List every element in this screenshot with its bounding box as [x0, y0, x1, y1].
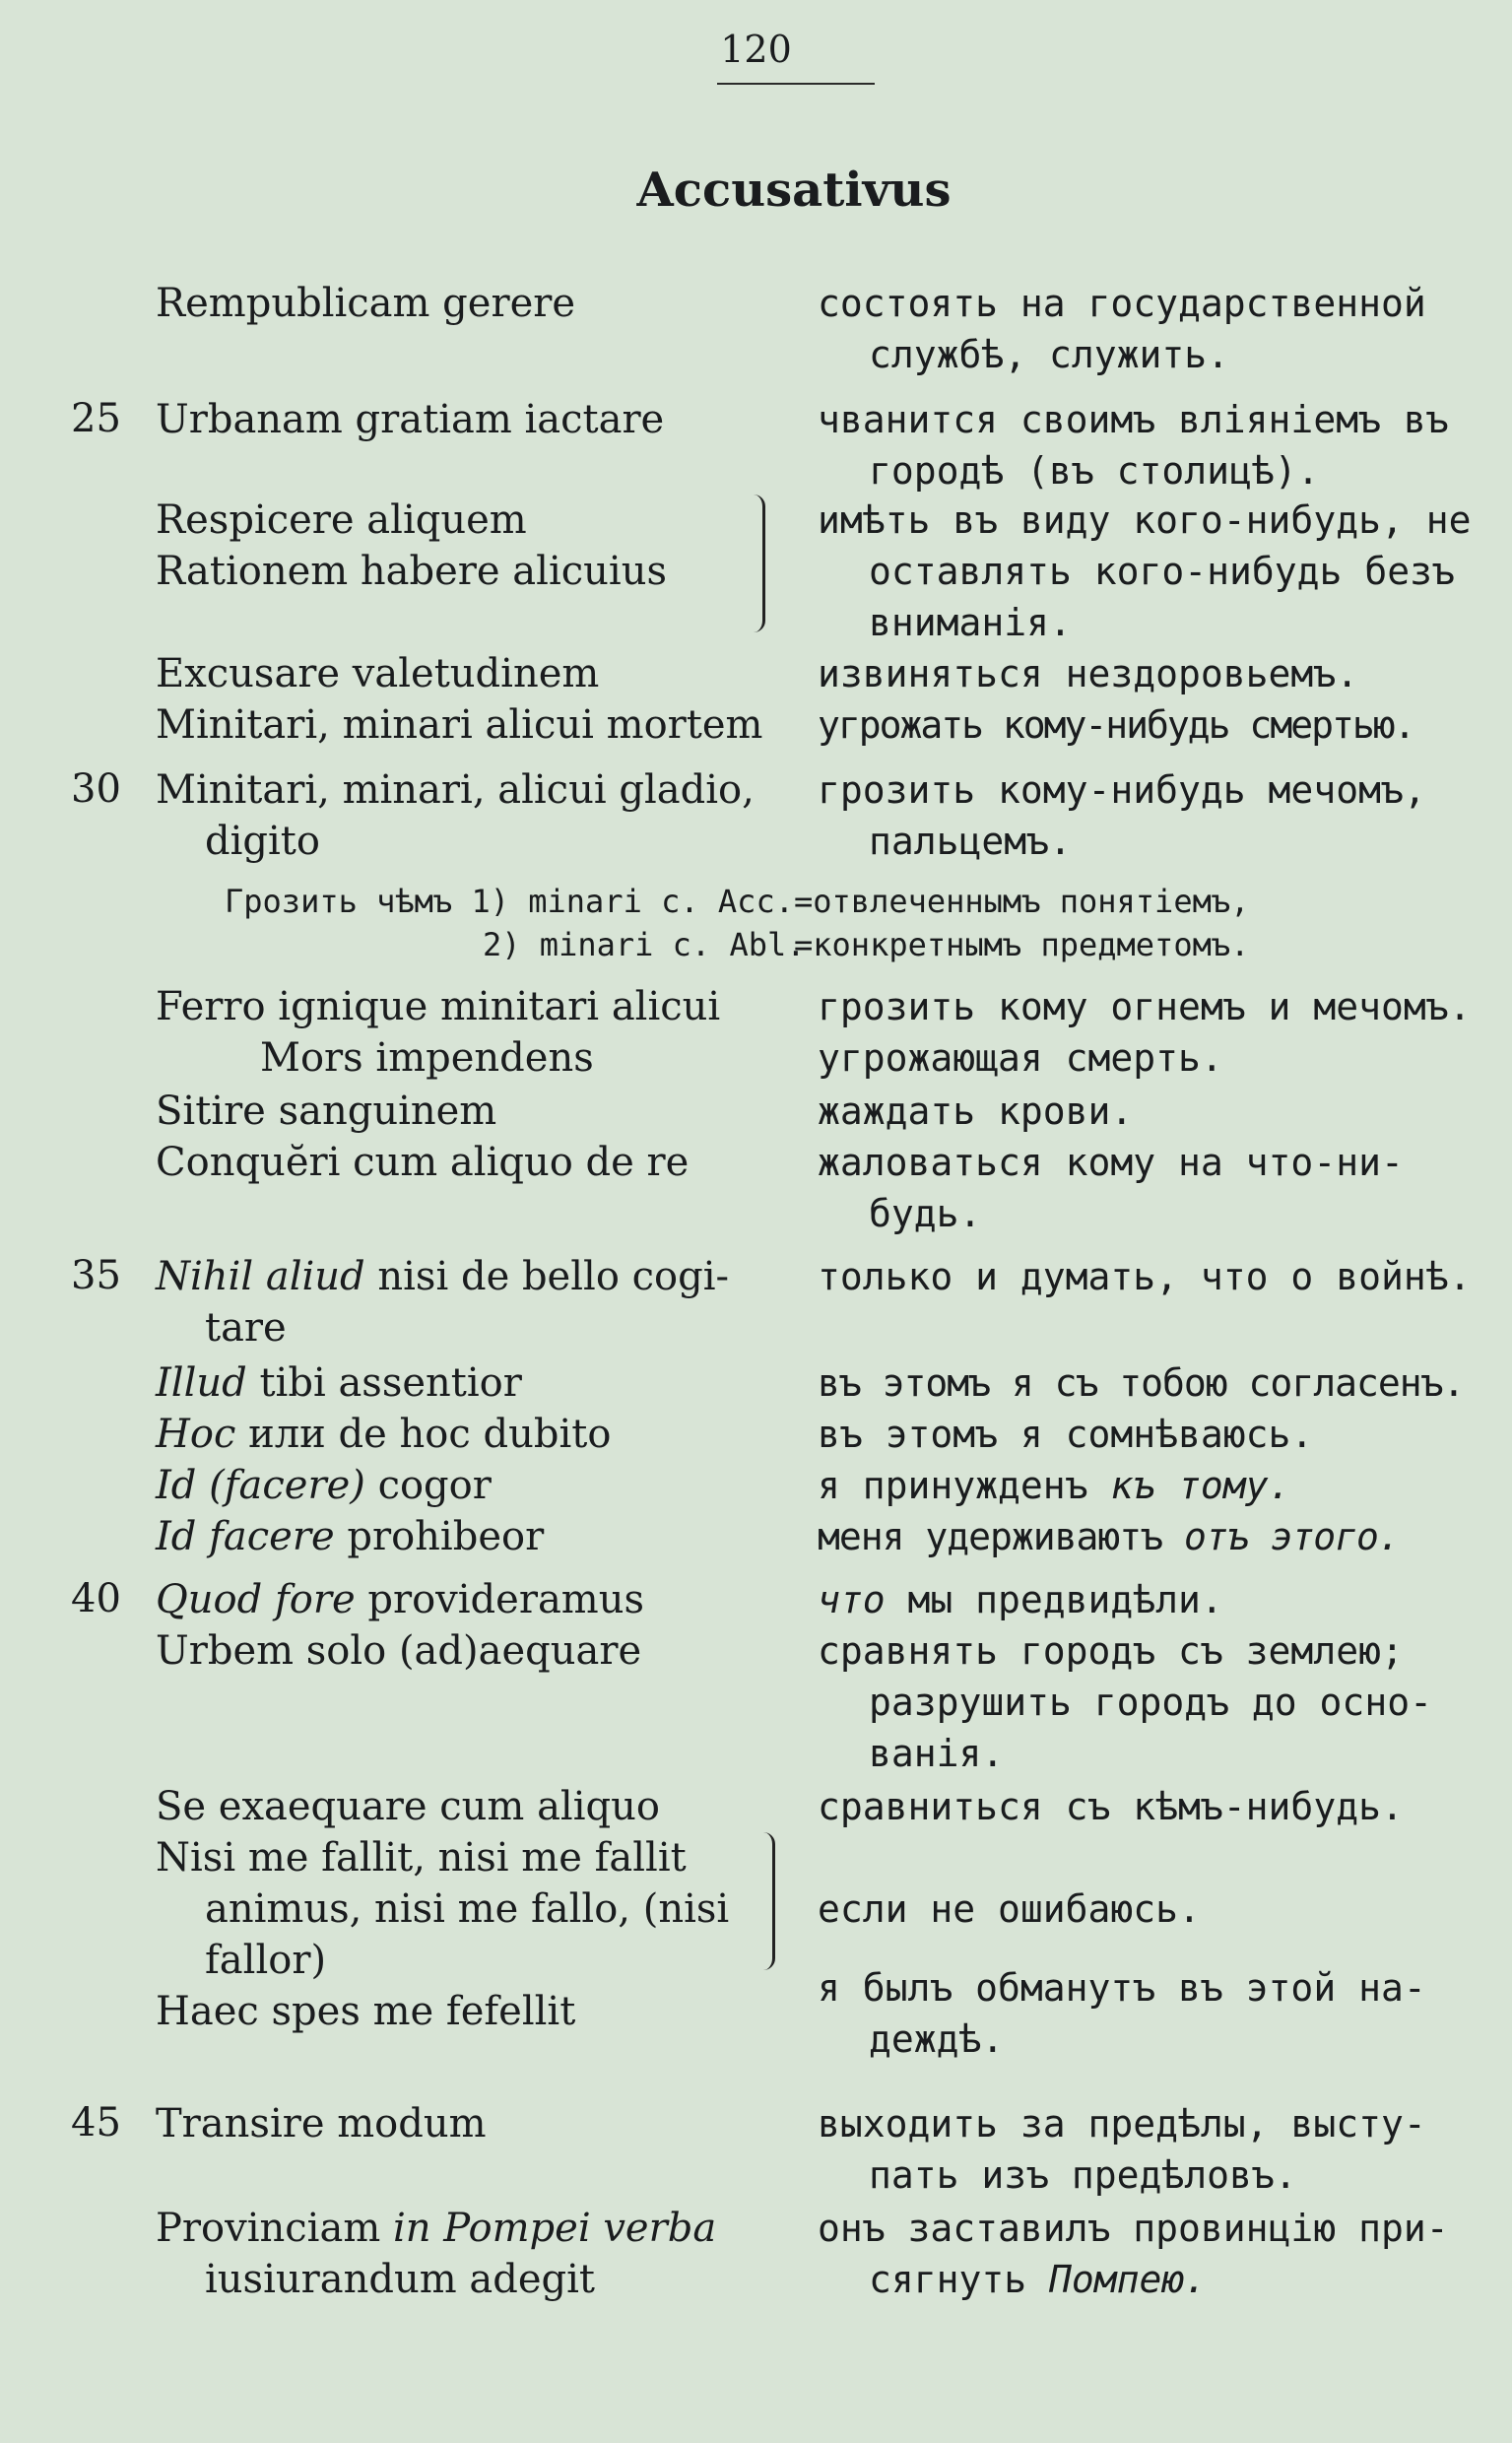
latin-phrase: Urbem solo (ad)aequare	[156, 1628, 642, 1674]
line-number: 45	[71, 2100, 121, 2146]
line-number: 35	[71, 1253, 121, 1298]
russian-translation: въ этомъ я съ тобою согласенъ.	[818, 1361, 1465, 1405]
russian-translation: жаловаться кому на что-ни- будь.	[818, 1141, 1404, 1235]
russian-translation: извиняться нездоровьемъ.	[818, 652, 1359, 695]
latin-phrase: Minitari, minari alicui mortem	[156, 702, 763, 748]
latin-phrase: Transire modum	[156, 2101, 487, 2146]
russian-translation: состоять на государственной службѣ, служить.	[818, 282, 1426, 376]
note-line-2-right: =конкретнымъ предметомъ.	[794, 926, 1250, 963]
page-title: Accusativus	[636, 163, 952, 218]
note-line-1-left: Грозить чѣмъ 1) minari c. Acc.	[225, 883, 794, 920]
russian-translation: чванится своимъ вліяніемъ въ городѣ (въ столицѣ).	[818, 398, 1449, 493]
latin-phrase: Ferro ignique minitari alicui Mors impendens	[156, 984, 721, 1081]
latin-phrase: Se exaequare cum aliquo	[156, 1784, 660, 1829]
russian-translation: грозить кому огнемъ и мечомъ. угрожающая смерть.	[818, 985, 1472, 1080]
latin-phrase: Sitire sanguinem	[156, 1089, 497, 1134]
russian-translation: выходить за предѣлы, высту- пать изъ предѣловъ.	[818, 2102, 1426, 2197]
page-number-rule	[717, 83, 875, 85]
russian-translation: я принужденъ къ тому.	[818, 1464, 1291, 1507]
russian-translation: угрожать кому-нибудь смертью.	[818, 703, 1414, 747]
latin-phrase: Hoc или de hoc dubito	[156, 1412, 612, 1457]
latin-phrase: Haec spes me fefellit	[156, 1989, 576, 2034]
russian-translation: грозить кому-нибудь мечомъ, пальцемъ.	[818, 768, 1426, 863]
russian-translation: я былъ обманутъ въ этой на- деждѣ.	[818, 1966, 1426, 2061]
russian-translation: онъ заставилъ провинцію при- сягнуть Помпею.	[818, 2207, 1449, 2301]
latin-phrase: Id (facere) cogor	[156, 1463, 492, 1508]
latin-phrase: Id facere prohibeor	[156, 1514, 545, 1559]
russian-translation: сравниться съ кѣмъ-нибудь.	[818, 1785, 1404, 1828]
latin-phrase: Excusare valetudinem	[156, 651, 600, 696]
latin-phrase: Rempublicam gerere	[156, 281, 576, 326]
latin-phrase: Provinciam in Pompei verba iusiurandum adegit	[156, 2206, 717, 2302]
latin-phrase: Minitari, minari, alicui gladio, digito	[156, 767, 755, 864]
line-number: 25	[71, 396, 121, 441]
russian-translation: сравнять городъ съ землею; разрушить городъ до осно- ванія.	[818, 1629, 1432, 1775]
russian-translation: если не ошибаюсь.	[818, 1887, 1201, 1931]
latin-phrase: Nisi me fallit, nisi me fallit animus, nisi me fallo, (nisi fallor)	[156, 1835, 730, 1983]
latin-phrase: Urbanam gratiam iactare	[156, 397, 665, 442]
line-number: 40	[71, 1576, 121, 1621]
russian-translation: жаждать крови.	[818, 1089, 1134, 1133]
latin-phrase: Respicere aliquem Rationem habere alicuius	[156, 497, 667, 594]
note-line-2-left: 2) minari c. Abl.	[483, 926, 806, 963]
russian-translation: въ этомъ я сомнѣваюсь.	[818, 1413, 1314, 1456]
latin-phrase: Quod fore provideramus	[156, 1577, 645, 1622]
brace	[758, 1832, 775, 1970]
brace	[749, 495, 765, 632]
russian-translation: меня удерживаютъ отъ этого.	[818, 1515, 1400, 1558]
russian-translation: что мы предвидѣли.	[818, 1578, 1223, 1621]
latin-phrase: Nihil aliud nisi de bello cogi- tare	[156, 1254, 730, 1351]
russian-translation: только и думать, что о войнѣ.	[818, 1255, 1472, 1298]
russian-translation: имѣть въ виду кого-нибудь, не оставлять кого-нибудь безъ вниманія.	[818, 498, 1472, 644]
page-number: 120	[720, 28, 792, 71]
latin-phrase: Illud tibi assentior	[156, 1360, 522, 1406]
note-line-1-right: =отвлеченнымъ понятіемъ,	[794, 883, 1250, 920]
latin-phrase: Conquĕri cum aliquo de re	[156, 1140, 690, 1185]
line-number: 30	[71, 766, 121, 812]
